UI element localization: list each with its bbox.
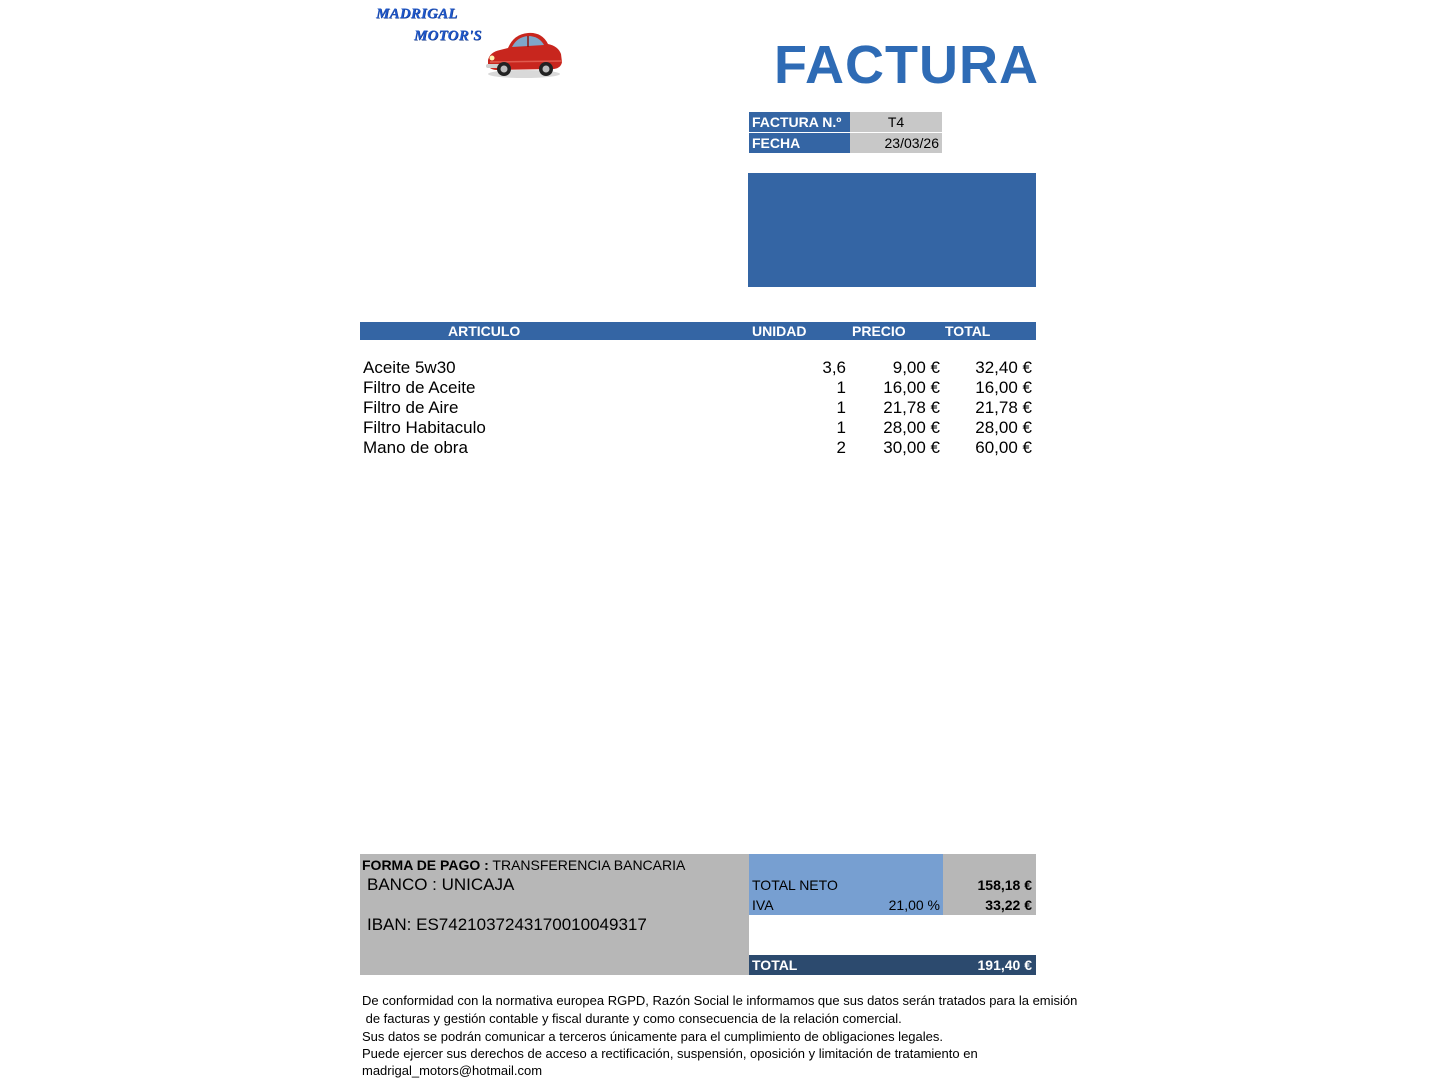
invoice-date-label: FECHA [749,133,850,153]
iva-label: IVA [752,897,774,913]
item-price: 30,00 € [883,438,940,457]
table-row [360,358,1036,378]
contact-email: madrigal_motors@hotmail.com [362,1063,543,1078]
table-row [360,438,1036,458]
grand-total-label: TOTAL [752,957,798,973]
grand-total-value: 191,40 € [977,957,1032,973]
item-total: 32,40 € [975,358,1032,377]
header-articulo: ARTICULO [448,323,521,339]
item-name: Aceite 5w30 [363,358,456,377]
vintage-car-icon [484,26,564,80]
client-info-box [748,173,1036,287]
item-price: 16,00 € [883,378,940,397]
payment-method-label: FORMA DE PAGO : [362,857,489,873]
payment-info-box [360,854,749,975]
logo-line-1: MADRIGAL [376,6,458,22]
header-precio: PRECIO [852,323,906,339]
invoice-title: FACTURA [774,35,1039,95]
item-name: Filtro de Aire [363,398,459,417]
item-total: 16,00 € [975,378,1032,397]
bank-name: BANCO : UNICAJA [367,875,515,894]
invoice-number-label: FACTURA N.º [749,112,850,132]
table-row [360,378,1036,398]
item-qty: 3,6 [822,358,846,377]
legal-text-line: de facturas y gestión contable y fiscal durante y como consecuencia de la relación comercial. [362,1011,902,1026]
item-price: 9,00 € [892,358,940,377]
header-total: TOTAL [945,323,991,339]
item-total: 21,78 € [975,398,1032,417]
payment-method-line [362,857,685,873]
item-name: Filtro de Aceite [363,378,476,397]
item-price: 21,78 € [883,398,940,417]
legal-text-line: Puede ejercer sus derechos de acceso a rectificación, suspensión, oposición y limitación de tratamiento en [362,1046,978,1061]
header-unidad: UNIDAD [752,323,807,339]
item-qty: 2 [836,438,846,457]
item-qty: 1 [836,378,846,397]
item-total: 60,00 € [975,438,1032,457]
grand-total-bar [749,955,1036,975]
legal-text-line: De conformidad con la normativa europea RGPD, Razón Social le informamos que sus datos serán tratados para la emisión [362,993,1078,1008]
logo-line-2: MOTOR'S [414,28,482,44]
legal-text-line: Sus datos se podrán comunicar a terceros únicamente para el cumplimiento de obligaciones legales. [362,1029,943,1044]
iban: IBAN: ES7421037243170010049317 [367,915,647,934]
item-name: Mano de obra [363,438,468,457]
total-neto-label: TOTAL NETO [752,877,838,893]
item-name: Filtro Habitaculo [363,418,486,437]
item-total: 28,00 € [975,418,1032,437]
total-neto-value: 158,18 € [977,877,1032,893]
table-row [360,398,1036,418]
items-table-header [360,322,1036,340]
invoice-date-value: 23/03/26 [850,133,942,153]
table-row [360,418,1036,438]
item-price: 28,00 € [883,418,940,437]
iva-percentage: 21,00 % [888,897,940,913]
item-qty: 1 [836,398,846,417]
payment-method-value: TRANSFERENCIA BANCARIA [488,857,686,873]
iva-value: 33,22 € [985,897,1032,913]
invoice-number-value: T4 [850,112,942,132]
item-qty: 1 [836,418,846,437]
